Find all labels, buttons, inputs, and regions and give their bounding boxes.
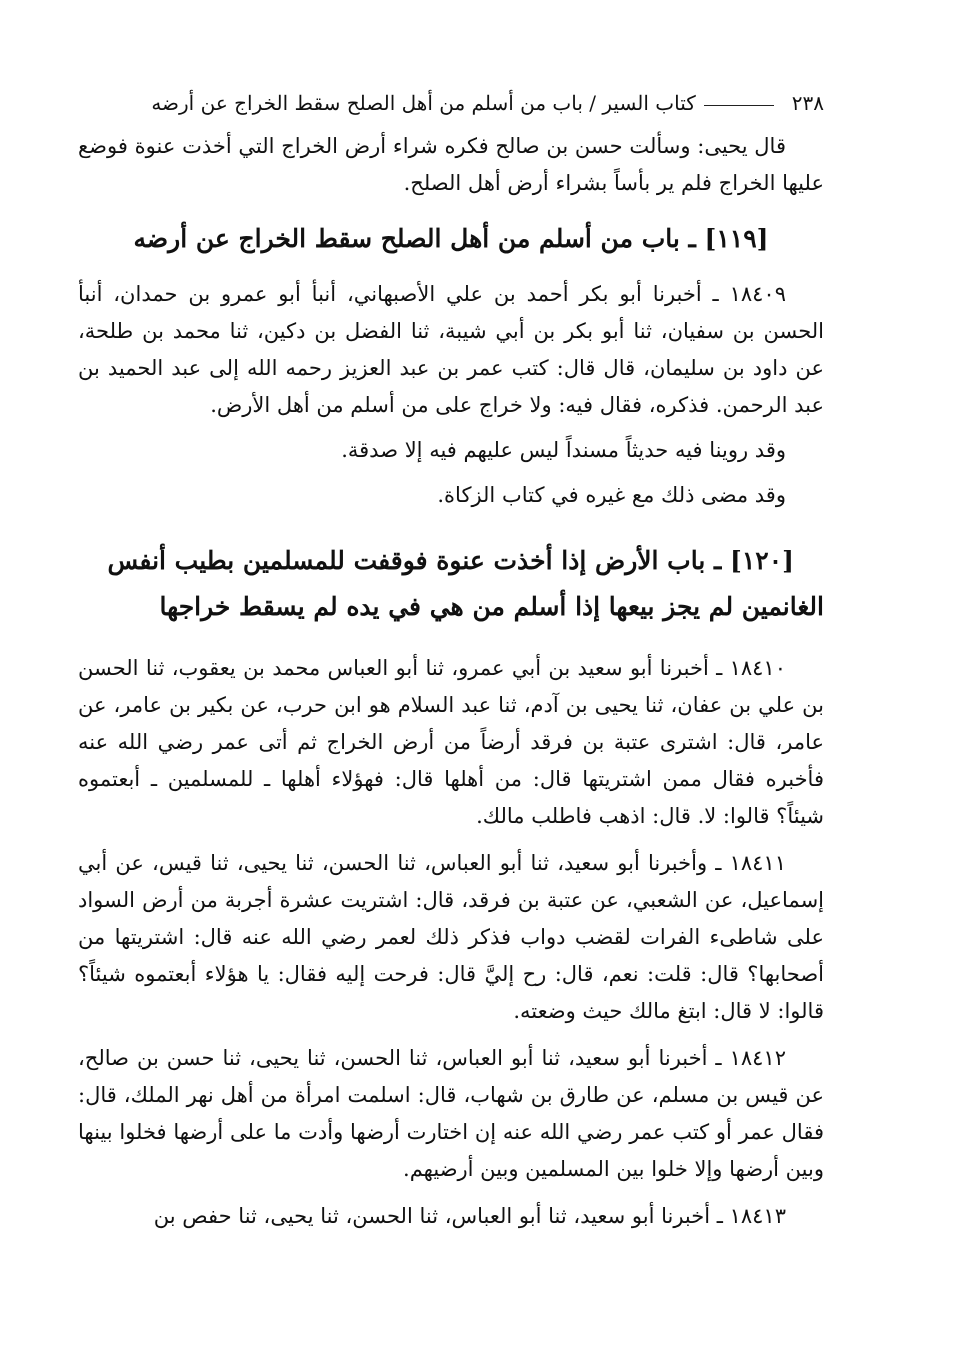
hadith-18409: ١٨٤٠٩ ـ أخبرنا أبو بكر أحمد بن علي الأصبهاني، أنبأ أبو عمرو بن حمدان، أنبأ الحسن بن سفيان، ثنا أبو بكر بن أبي شيبة، ثنا الفضل بن دكين، ثنا محمد بن طلحة، عن داود بن سليمان، قال قال: كتب عمر بن عبد العزيز رحمه الله إلى عبد الحميد بن عبد الرحمن. فذكره، فقال فيه: ولا خراج على من أسلم من أهل الأرض.	[78, 282, 824, 417]
header-rule	[704, 105, 774, 106]
note-paragraph-1: وقد روينا فيه حديثاً مسنداً ليس عليهم فيه إلا صدقة.	[341, 438, 786, 462]
note-paragraph-2: وقد مضى ذلك مع غيره في كتاب الزكاة.	[437, 483, 786, 507]
chapter-heading-119: [١١٩] ـ باب من أسلم من أهل الصلح سقط الخراج عن أرضه	[133, 224, 769, 253]
hadith-18413: ١٨٤١٣ ـ أخبرنا أبو سعيد، ثنا أبو العباس، ثنا الحسن، ثنا يحيى، ثنا حفص بن	[153, 1204, 786, 1228]
page-number: ٢٣٨	[791, 91, 824, 115]
book-page	[78, 88, 824, 1235]
hadith-18410: ١٨٤١٠ ـ أخبرنا أبو سعيد بن أبي عمرو، ثنا أبو العباس محمد بن يعقوب، ثنا الحسن بن علي بن عفان، ثنا يحيى بن آدم، ثنا عبد السلام هو ابن حرب، عن بكير بن عامر، عن عامر، قال: اشترى عتبة بن فرقد أرضاً من أرض الخراج ثم أتى عمر رضي الله عنه فأخبره فقال ممن اشتريتها قال: من أهلها قال: فهؤلاء أهلها ـ للمسلمين ـ أبعتموه شيئاً؟ قالوا: لا. قال: اذهب فاطلب مالك.	[78, 656, 824, 828]
hadith-18411: ١٨٤١١ ـ وأخبرنا أبو سعيد، ثنا أبو العباس، ثنا الحسن، ثنا يحيى، ثنا قيس، عن أبي إسماعيل، عن الشعبي، عن عتبة بن فرقد، قال: اشتريت عشرة أجربة من أرض السواد على شاطىء الفرات لقضب دواب فذكر ذلك لعمر رضي الله عنه قال: اشتريتها من أصحابها؟ قال: قلت: نعم، قال: رح إليَّ قال: فرحت إليه فقال: يا هؤلاء أبعتموه شيئاً؟ قالوا: لا قال: ابتغ مالك حيث وضعته.	[78, 851, 824, 1023]
hadith-18412: ١٨٤١٢ ـ أخبرنا أبو سعيد، ثنا أبو العباس، ثنا الحسن، ثنا يحيى، ثنا حسن بن صالح، عن قيس بن مسلم، عن طارق بن شهاب، قال: اسلمت امرأة من أهل نهر الملك، قال: فقال عمر أو كتب عمر رضي الله عنه إن اختارت أرضها وأدت ما على أرضها فخلوا بينها وبين أرضها وإلا خلوا بين المسلمين وبين أرضيهم.	[78, 1046, 824, 1181]
running-header	[78, 88, 824, 118]
running-title: كتاب السير / باب من أسلم من أهل الصلح سقط الخراج عن أرضه	[151, 91, 696, 115]
intro-paragraph: قال يحيى: وسألت حسن بن صالح فكره شراء أرض الخراج التي أخذت عنوة فوضع عليها الخراج فلم ير بأساً بشراء أرض أهل الصلح.	[78, 134, 824, 195]
chapter-heading-120: [١٢٠] ـ باب الأرض إذا أخذت عنوة فوقفت للمسلمين بطيب أنفس الغانمين لم يجز بيعها إذا أسلم من هي في يده لم يسقط خراجها	[107, 546, 824, 621]
